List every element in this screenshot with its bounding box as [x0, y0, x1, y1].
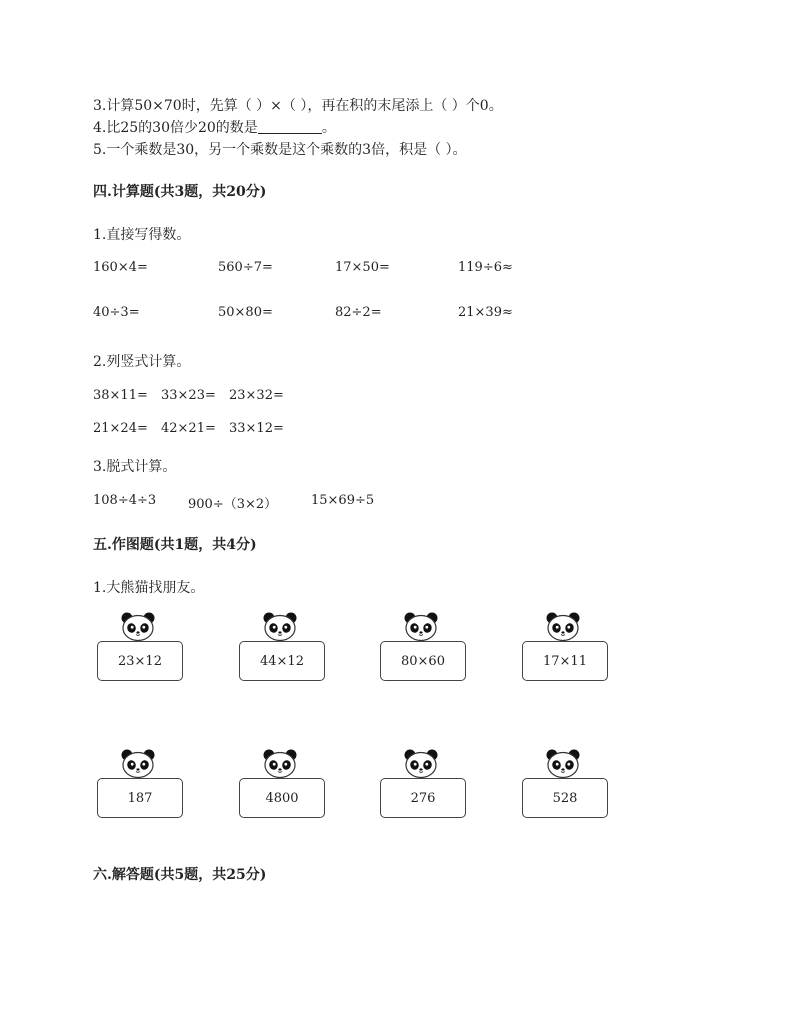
panda-icon [545, 748, 581, 778]
vertical-calc-item: 33×12= [229, 421, 284, 436]
panda-card[interactable] [239, 641, 325, 681]
panda-icon [262, 611, 298, 641]
panda-icon [545, 611, 581, 641]
section-4-heading: 四.计算题(共3题，共20分) [93, 184, 267, 200]
fill-in-question-3: 3.计算50×70时，先算（ ）×（ ），再在积的末尾添上（ ）个0。 [93, 98, 503, 114]
card-answer: 187 [97, 778, 183, 818]
step-calc-item: 108÷4÷3 [93, 493, 157, 508]
card-expression: 80×60 [380, 641, 466, 681]
card-expression: 44×12 [239, 641, 325, 681]
oral-calc-item: 160×4= [93, 260, 148, 275]
drawing-question-1-prompt: 1.大熊猫找朋友。 [93, 580, 205, 596]
vertical-calc-item: 23×32= [229, 388, 284, 403]
panda-card[interactable] [380, 778, 466, 818]
panda-card[interactable] [239, 778, 325, 818]
oral-calc-item: 50×80= [218, 305, 273, 320]
panda-icon [403, 748, 439, 778]
calc-question-1-prompt: 1.直接写得数。 [93, 227, 191, 243]
panda-card[interactable] [97, 641, 183, 681]
section-5-heading: 五.作图题(共1题，共4分) [93, 537, 257, 553]
fill-in-question-5: 5.一个乘数是30，另一个乘数是这个乘数的3倍，积是（ ）。 [93, 142, 467, 158]
oral-calc-item: 21×39≈ [458, 305, 513, 320]
card-expression: 23×12 [97, 641, 183, 681]
question-4-text: 4.比25的30倍少20的数是 [93, 120, 258, 136]
step-calc-item: 900÷（3×2） [188, 497, 278, 512]
oral-calc-item: 82÷2= [335, 305, 382, 320]
vertical-calc-item: 21×24= [93, 421, 148, 436]
oral-calc-item: 40÷3= [93, 305, 140, 320]
panda-card[interactable] [380, 641, 466, 681]
calc-question-3-prompt: 3.脱式计算。 [93, 459, 177, 475]
panda-icon [120, 611, 156, 641]
panda-card[interactable] [522, 778, 608, 818]
oral-calc-item: 560÷7= [218, 260, 273, 275]
step-calc-item: 15×69÷5 [311, 493, 375, 508]
card-answer: 528 [522, 778, 608, 818]
vertical-calc-item: 42×21= [161, 421, 216, 436]
vertical-calc-item: 33×23= [161, 388, 216, 403]
oral-calc-item: 119÷6≈ [458, 260, 513, 275]
question-4-end: 。 [321, 120, 336, 136]
panda-icon [262, 748, 298, 778]
section-6-heading: 六.解答题(共5题，共25分) [93, 867, 267, 883]
fill-in-question-4 [93, 117, 336, 137]
card-expression: 17×11 [522, 641, 608, 681]
card-answer: 276 [380, 778, 466, 818]
panda-icon [403, 611, 439, 641]
panda-card[interactable] [522, 641, 608, 681]
calc-question-2-prompt: 2.列竖式计算。 [93, 354, 191, 370]
card-answer: 4800 [239, 778, 325, 818]
oral-calc-item: 17×50= [335, 260, 390, 275]
panda-icon [120, 748, 156, 778]
answer-blank[interactable] [258, 119, 322, 134]
panda-card[interactable] [97, 778, 183, 818]
vertical-calc-item: 38×11= [93, 388, 148, 403]
